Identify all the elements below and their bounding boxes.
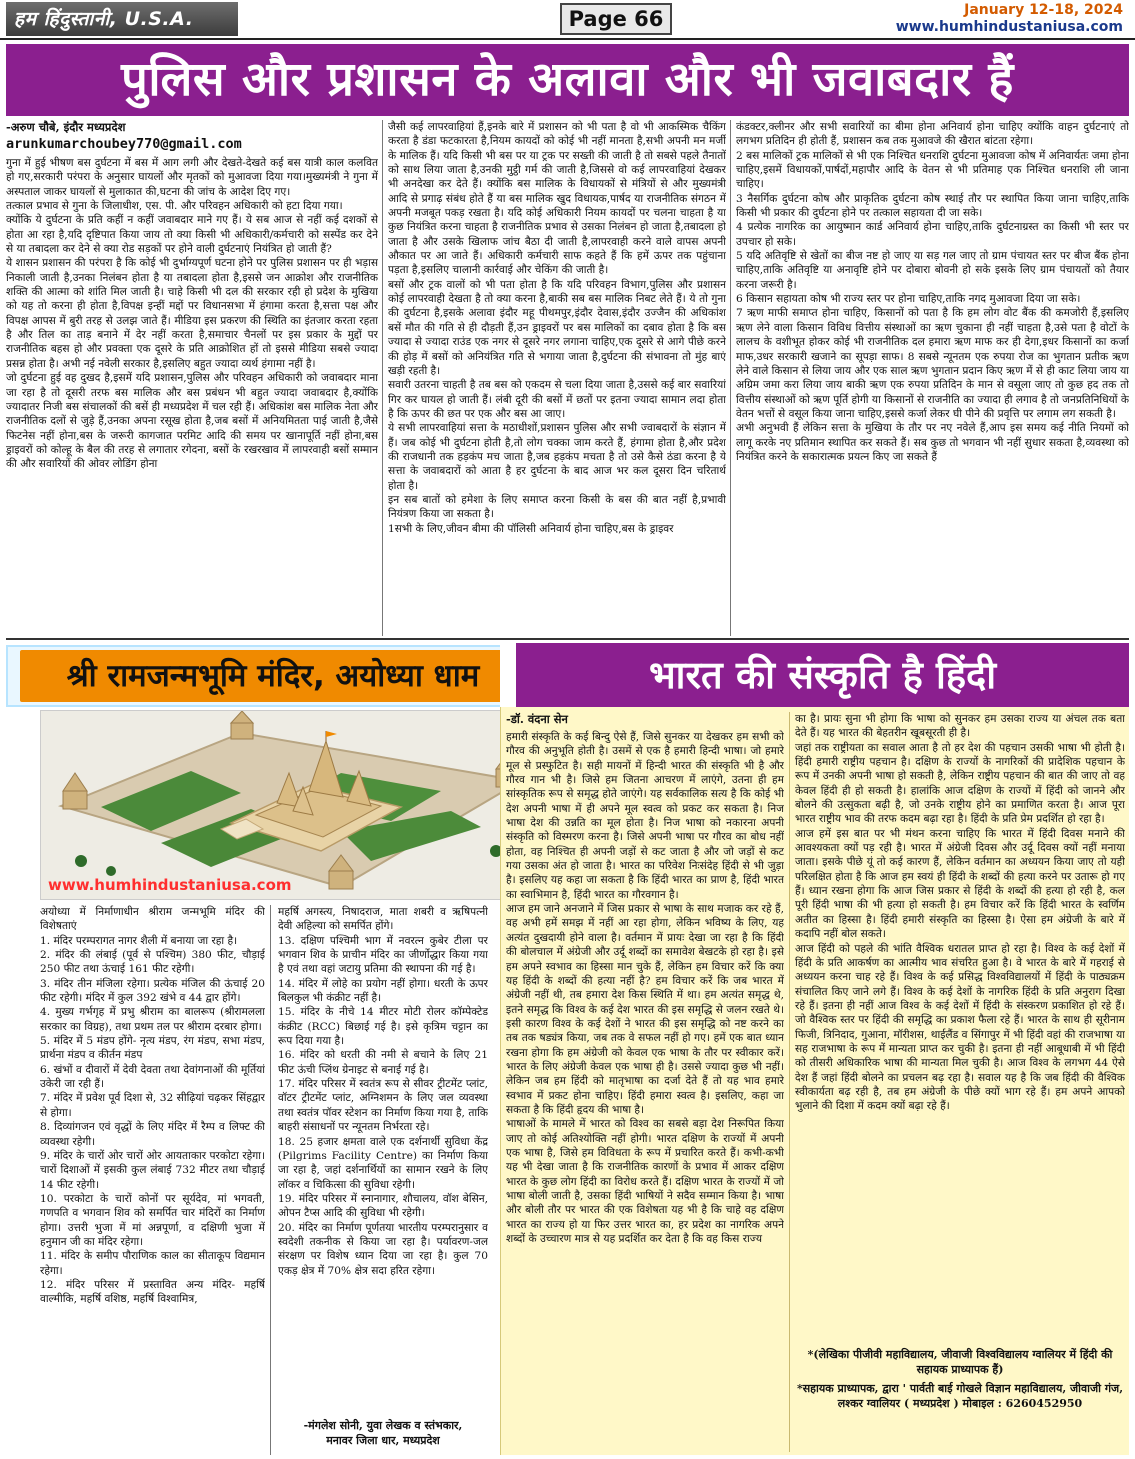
list-item: 11. मंदिर के समीप पौराणिक काल का सीताकूप विद्यमान रहेगा। [40,1250,265,1277]
website-link[interactable]: www.humhindustaniusa.com [895,19,1123,35]
list-item: 15. मंदिर के नीचे 14 मीटर मोटी रोलर कॉम्पेक्टेड कंक्रीट (RCC) बिछाई गई है। इसे कृत्रिम चट्टान का रूप दिया गया है। [278,1006,488,1048]
signoff-place: मनावर जिला धार, मध्यप्रदेश [326,1434,440,1447]
ram-mandir-headline: श्री रामजन्मभूमि मंदिर, अयोध्या धाम [20,650,526,702]
paragraph: इन सब बातों को हमेशा के लिए समाप्त करना किसी के बस की बात नहीं है,प्रभावी नियंत्रण किया जा सकता है। [388,493,726,521]
list-item: 20. मंदिर का निर्माण पूर्णतया भारतीय परम्परानुसार व स्वदेशी तकनीक से किया जा रहा है। पर्यावरण-जल संरक्षण पर विशेष ध्यान दिया जा रहा है। कुल 70 एकड़ क्षेत्र में 70% क्षेत्र सदा हरित रहेगा। [278,1221,488,1277]
list-item: 18. 25 हजार क्षमता वाले एक दर्शनार्थी सुविधा केंद्र (Pilgrims Facility Centre) का निर्माण किया जा रहा है, जहां दर्शनार्थियों का सामान रखने के लिए लॉकर व चिकित्सा की सुविधा रहेगी। [278,1135,488,1191]
list-item: 4. मुख्य गर्भगृह में प्रभु श्रीराम का बालरूप (श्रीरामलला सरकार का विग्रह), तथा प्रथम तल पर श्रीराम दरबार होगा। [40,1006,265,1033]
list-item: 5. मंदिर में 5 मंडप होंगे- नृत्य मंडप, रंग मंडप, सभा मंडप, प्रार्थना मंडप व कीर्तन मंडप [40,1035,265,1062]
paragraph: गुना में हुई भीषण बस दुर्घटना में बस में आग लगी और देखते-देखते कई बस यात्री काल कलवित हो गए,सरकारी परंपरा के अनुसार घायलों और मृतकों को मुआवजा दिया गया।मुख्यमंत्री ने गुना में अस्पताल जाकर घायलों से मुलाकात की,घटना की जांच के आदेश दिए गए। [6,157,378,198]
hindi-article-headline: भारत की संस्कृति है हिंदी [500,643,1129,707]
page-number-label: Page 66 [560,3,672,35]
list-item: 1. मंदिर परम्परागत नागर शैली में बनाया जा रहा है। [40,934,238,947]
paragraph: आज हम जाने अनजाने में जिस प्रकार से भाषा के साथ मजाक कर रहे हैं, वह अभी हमें समझ में नहीं आ रहा होगा, लेकिन भविष्य के लिए, यह अत्यंत दुखदायी होने वाला है। वर्तमान में प्रायः देखा जा रहा है कि हिंदी की बोलचाल में अंग्रेजी और उर्दू शब्दों का समावेश बेखटके हो रहा है। इसे हम अपने स्वभाव का हिस्सा मान चुके हैं, लेकिन हम विचार करें कि क्या यह हिंदी के शब्दों की हत्या नहीं है? हम विचार करें कि जब भारत में अंग्रेजी नहीं थी, तब हमारा देश किस स्थिति में था। हम अत्यंत समृद्ध थे, इतने समृद्ध कि विश्व के कई देश भारत की इस समृद्धि से जलन रखते थे। इसी कारण विश्व के कई देशों ने भारत की इस समृद्धि को नष्ट करने का तब तक षड्यंत्र किया, जब तक वे सफल नहीं हो गए। हमें एक बात ध्यान रखना होगा कि हम अंग्रेजी को केवल एक भाषा के तौर पर स्वीकार करें। भारत के लिए अंग्रेजी केवल एक भाषा ही है। उससे ज्यादा कुछ भी नहीं। लेकिन जब हम हिंदी को मातृभाषा का दर्जा देते हैं तो यह भाव हमारे स्वभाव में प्रकट होना चाहिए। हिंदी हमारा स्वत्व है। इसलिए, कहा जा सकता है कि हिंदी हृदय की भाषा है। [506,903,784,1116]
paragraph: हमारी संस्कृति के कई बिन्दु ऐसे हैं, जिसे सुनकर या देखकर हम सभी को गौरव की अनुभूति होती है। उसमें से एक है हमारी हिन्दी भाषा। जो हमारे मूल से प्रस्फुटित है। सही मायनों में हिन्दी भारत की संस्कृति भी है और गौरव गान भी है। जिसे हम जितना आचरण में लाएंगे, उतना ही हम सांस्कृतिक रूप से समृद्ध होते जाएंगे। यह सर्वकालिक सत्य है कि कोई भी देश अपनी भाषा में ही अपने मूल स्वत्व को प्रकट कर सकता है। निज भाषा देश की उन्नति का मूल होता है। निज भाषा को नकारना अपनी संस्कृति को विस्मरण करना है। जिसे अपनी भाषा पर गौरव का बोध नहीं होता, वह निश्चित ही अपनी जड़ों से कट जाता है और जो जड़ों से कट गया उसका अंत हो जाता है। भारत का परिवेश निःसंदेह हिंदी से भी जुड़ा है। इसलिए यह कहा जा सकता है कि हिंदी भारत का प्राण है, हिंदी भारत का स्वाभिमान है, हिंदी भारत का गौरवगान है। [506,731,784,901]
temple-illustration [41,711,535,900]
column-divider [789,712,790,1452]
list-item: अयोध्या में निर्माणाधीन श्रीराम जन्मभूमि मंदिर की विशेषताएं [40,906,265,933]
ram-mandir-signoff [278,1418,488,1448]
paragraph: का है। प्रायः सुना भी होगा कि भाषा को सुनकर हम उसका राज्य या अंचल तक बता देते हैं। यह भारत की बेहतरीन खूबसूरती ही है। [795,713,1125,740]
article1-byline-block [6,120,378,153]
list-item: 9. मंदिर के चारों ओर चारों ओर आयताकार परकोटा रहेगा। चारों दिशाओं में इसकी कुल लंबाई 732 मीटर तथा चौड़ाई 14 फीट रहेगी। [40,1149,265,1191]
article1-column-2 [388,120,726,636]
paragraph: 5 यदि अतिवृष्टि से खेतों का बीज नष्ट हो जाए या सड़ गल जाए तो ग्राम पंचायत स्तर पर बीज बैंक होना चाहिए,ताकि अतिवृष्टि या अनावृष्टि होने पर दोबारा बोवनी हो सके इसके लिए ग्राम पंचायतों को तैयार करना जरूरी है। [736,250,1129,291]
paragraph: 4 प्रत्येक नागरिक का आयुष्मान कार्ड अनिवार्य होना चाहिए,ताकि दुर्घटनाग्रस्त का किसी भी स्तर पर उपचार हो सके। [736,221,1129,248]
paragraph: सवारी उतरना चाहती है तब बस को एकदम से चला दिया जाता है,उससे कई बार सवारियां गिर कर घायल हो जाती हैं। लंबी दूरी की बसों में छतों पर इतना ज्यादा सामान लदा होता है कि ऊपर की छत पर एक और बस आ जाए। [388,379,726,420]
temple-render-image [40,710,535,900]
paragraph: भाषाओं के मामले में भारत को विश्व का सबसे बड़ा देश निरूपित किया जाए तो कोई अतिश्योक्ति नहीं होगी। भारत दक्षिण के राज्यों में अपनी एक भाषा है, जिसे हम विविधता के रूप में प्रचारित करते हैं। कभी-कभी यह भी देखा जाता है कि राजनीतिक कारणों के प्रभाव में आकर दक्षिण भारत के कुछ लोग हिंदी का विरोध करते हैं। दक्षिण भारत के राज्यों में जो भाषा बोली जाती है, उसका हिंदी भाषियों ने सदैव सम्मान किया है। भाषा और बोली तौर पर भारत की एक विशेषता यह भी है कि चाहे वह दक्षिण भारत का राज्य हो या फिर उत्तर भारत का, हर प्रदेश का नागरिक अपने शब्दों के उच्चारण मात्र से यह प्रदर्शित कर देता है कि वह किस राज्य [506,1118,784,1246]
list-item: 10. परकोटा के चारों कोनों पर सूर्यदेव, मां भगवती, गणपति व भगवान शिव को समर्पित चार मंदिरों का निर्माण होगा। उत्तरी भुजा में मां अन्नपूर्णा, व दक्षिणी भुजा में हनुमान जी का मंदिर रहेगा। [40,1192,265,1248]
paragraph: तत्काल प्रभाव से गुना के जिलाधीश, एस. पी. और परिवहन अधिकारी को हटा दिया गया। [6,200,343,213]
list-item: 7. मंदिर में प्रवेश पूर्व दिशा से, 32 सीढ़ियां चढ़कर सिंहद्वार से होगा। [40,1092,265,1119]
paragraph: ये शासन प्रशासन की परंपरा है कि कोई भी दुर्भाग्यपूर्ण घटना होने पर पुलिस प्रशासन पर ही भड़ास निकाली जाती है,उनका निलंबन होता है या तबादला होता है,इससे जन आक्रोश और राजनीतिक शक्ति की आत्मा को शांति मिल जाती है। चाहे किसी भी दल की सरकार रही हो प्रदेश के मुखिया को यह तो करना ही होता है,विपक्ष इन्हीं मद्दों पर विधानसभा में हंगामा करता है,सत्ता पक्ष और विपक्ष आपस में बुरी तरह से उलझ जाते हैं। मीडिया इस प्रकरण की स्थिति का इंतजार करता रहता है और तिल का ताड़ बनाने में देर नहीं करता है,समाचार चैनलों पर इस प्रकार के मुद्दों पर राजनीतिक बहस हो और प्रवक्ता एक दूसरे के प्रति आक्रोशित हों तो इससे मीडिया सबसे ज्यादा प्रसन्न होता है। अभी नई नवेली सरकार है,इसलिए बहुत ज्यादा व्यर्थ हंगामा नहीं है। [6,257,378,370]
paragraph: 6 किसान सहायता कोष भी राज्य स्तर पर होना चाहिए,ताकि नगद मुआवजा दिया जा सके। [736,293,1081,306]
list-item: महर्षि अगस्त्य, निषादराज, माता शबरी व ऋषिपत्नी देवी अहिल्या को समर्पित होंगे। [278,906,488,933]
column-divider [730,120,731,636]
image-watermark: www.humhindustaniusa.com [48,876,292,894]
hindi-author-notes [795,1347,1125,1411]
column-divider [270,905,271,1455]
article1-author: -अरुण चौबे, इंदौर मध्यप्रदेश [6,120,126,134]
main-headline: पुलिस और प्रशासन के अलावा और भी जवाबदार हैं [6,44,1129,116]
paragraph: बसों और ट्रक वालों को भी पता होता है कि यदि परिवहन विभाग,पुलिस और प्रशासन कोई लापरवाही देखता है तो क्या करना है,बाकी सब बस मालिक निबट लेते हैं। ये तो गुना की दुर्घटना है,इसके अलावा इंदौर महू पीथमपुर,इंदौर देवास,इंदौर उज्जैन की अधिकांश बसें मौत की गति से ही दौड़ती हैं,उन ड्राइवरों पर बस मालिकों का दबाव होता है कि बस ज्यादा से ज्यादा राउंड एक नगर से दूसरे नगर लगाना चाहिए,एक दूसरे से आगे पीछे करने की होड़ में बसों को अनियंत्रित गति से भगाया जाता है,दुर्घटना की संभावना तो मुंह बाएं खड़ी रहती है। [388,278,726,377]
paragraph: ये सभी लापरवाहियां सत्ता के मठाधीशों,प्रशासन पुलिस और सभी ज्वाबदारों के संज्ञान में हैं। जब कोई भी दुर्घटना होती है,तो लोग चक्का जाम करते हैं, हंगामा होता है,और प्रदेश की राजधानी तक हड़कंप मच जाता है,जब हड़कंप मचता है तो उसे कैसे ठंडा करना है ये सत्ता के जवाबदारों को आता है हर दुर्घटना के बाद आज भर कल दूसरा दिन चरितार्थ होता है। [388,422,726,492]
section-divider [6,638,1129,640]
list-item: 3. मंदिर तीन मंजिला रहेगा। प्रत्येक मंजिल की ऊंचाई 20 फीट रहेगी। मंदिर में कुल 392 खंभे व 44 द्वार होंगे। [40,977,265,1005]
paragraph: क्योंकि ये दुर्घटना के प्रति कहीं न कहीं जवाबदार माने गए हैं। ये सब आज से नहीं कई दशकों से होता आ रहा है,यदि दृष्टिपात किया जाय तो क्या किसी भी अधिकारी/कर्मचारी को सस्पेंड कर देने से या तबादला कर देने से क्या रोड सड़कों पर होने वाली दुर्घटनाएं नियंत्रित हो जाती हैं? [6,214,378,256]
list-item: 12. मंदिर परिसर में प्रस्तावित अन्य मंदिर- महर्षि वाल्मीकि, महर्षि वशिष्ठ, महर्षि विश्वामित्र, [40,1278,265,1306]
newspaper-name: हम हिंदुस्तानी, U.S.A. [6,2,238,36]
paragraph: जो दुर्घटना हुई वह दुखद है,इसमें यदि प्रशासन,पुलिस और परिवहन अधिकारी को जवाबदार माना जा रहा है तो दूसरी तरफ बस मालिक और बस प्रबंधन भी बहुत ज्यादा जवाबदार है,क्योंकि ज्यादातर निजी बस संचालकों की बसें ही मध्यप्रदेश में चल रही हैं। अधिकांश बस मालिक नेता और राजनीतिक दलों से जुड़े हैं,उनका अपना रसूख होता है,जब बसों में अनियमितता पाई जाती है,जैसे फिटनेस नहीं होना,बस के जरूरी कागजात परमिट आदि की समय पर खानापूर्ति नहीं होना,बस ड्राइवरों को कोल्हू के बैल की तरह से लगातार रगेदना, बसों के रखरखाव में लापरवाही बसों सम्मान की और सवारियों की ओवर लोडिंग होना [6,372,378,471]
list-item: 19. मंदिर परिसर में स्नानागार, शौचालय, वॉश बेसिन, ओपन टैप्स आदि की सुविधा भी रहेगी। [278,1192,488,1220]
article1-column-1 [6,156,378,636]
paragraph: 2 बस मालिकों ट्रक मालिकों से भी एक निश्चित धनराशि दुर्घटना मुआवजा कोष में अनिवार्यतः जमा होना चाहिए,इसमें विधायकों,पार्षदों,महापौर आदि के वेतन से भी प्रतिमाह एक निश्चित धनराशि ली जाना चाहिए। [736,149,1129,191]
paragraph: आज हिंदी को पहले की भांति वैश्विक धरातल प्राप्त हो रहा है। विश्व के कई देशों में हिंदी के प्रति आकर्षण का आत्मीय भाव संचरित हुआ है। वे भारत के बारे में गहराई से अध्ययन करना चाह रहे हैं। विश्व के कई प्रसिद्ध विश्वविद्यालयों में हिंदी के पाठ्यक्रम संचालित किए जाने लगे हैं। विश्व के कई देशों के नागरिक हिंदी के प्रति अनुराग दिखा रहे हैं। इतना ही नहीं आज विश्व के कई देशों में हिंदी के संस्करण प्रकाशित हो रहे हैं। जो वैश्विक स्तर पर हिंदी की समृद्धि का प्रकाश फैला रहे हैं। भारत के साथ ही सूरीनाम फिजी, त्रिनिदाद, गुआना, मॉरीशस, थाईलैंड व सिंगापुर में भी हिंदी वहां की राजभाषा या सह राजभाषा के रूप में मान्यता प्राप्त कर चुकी है। इतना ही नहीं आबूधाबी में भी हिंदी को तीसरी अधिकारिक भाषा की मान्यता मिल चुकी है। आज विश्व के लगभग 44 ऐसे देश हैं जहां हिंदी बोलने का प्रचलन बढ़ रहा है। सवाल यह है कि जब हिंदी की वैश्विक स्वीकार्यता बढ़ रही है, तब हम अंग्रेजी के पीछे क्यों भाग रहे हैं। हम अपने आपको भुलाने की दिशा में कदम क्यों बढ़ा रहे हैं। [795,942,1125,1113]
paragraph: 1सभी के लिए,जीवन बीमा की पॉलिसी अनिवार्य होना चाहिए,बस के ड्राइवर [388,522,674,535]
author-note-1: *(लेखिका पीजीवी महाविद्यालय, जीवाजी विश्वविद्यालय ग्वालियर में हिंदी की सहायक प्राध्यापक हैं) [807,1348,1113,1376]
list-item: 6. खंभों व दीवारों में देवी देवता तथा देवांगनाओं की मूर्तियां उकेरी जा रही हैं। [40,1063,265,1091]
article1-column-3 [736,120,1129,636]
paragraph: आज हमें इस बात पर भी मंथन करना चाहिए कि भारत में हिंदी दिवस मनाने की आवश्यकता क्यों पड़ रही है। भारत में अंग्रेजी दिवस और उर्दू दिवस क्यों नहीं मनाया जाता। इसके पीछे यूं तो कई कारण हैं, लेकिन वर्तमान का अध्ययन किया जाए तो यही परिलक्षित होता है कि आज हम स्वयं ही हिंदी के शब्दों की हत्या करने पर उतारू हो गए हैं। ध्यान रखना होगा कि आज जिस प्रकार से हिंदी के शब्दों की हत्या हो रही है, कल पूरी हिंदी भाषा की भी हत्या हो सकती है। हम विचार करें कि हिंदी भारत के स्वर्णिम अतीत का हिस्सा है। हिंदी हमारी संस्कृति का हिस्सा है। ऐसा हम अंग्रेजी के बारे में कदापि नहीं बोल सकते। [795,827,1125,941]
column-divider [382,120,383,636]
hindi-column-1 [506,730,784,1455]
article1-email[interactable]: arunkumarchoubey770@gmail.com [6,136,242,152]
paragraph: अभी अनुभवी हैं लेकिन सत्ता के मुखिया के तौर पर नए नवेले हैं,आप इस समय कई नीति नियमों को लागू करके नए प्रतिमान स्थापित कर सकते हैं। सब कुछ तो भगवान भी नहीं सुधार सकता है,व्यवस्था को नियंत्रित करने के सकारात्मक प्रयत्न किए जा सकते हैं [736,422,1129,463]
paragraph: कंडक्टर,क्लीनर और सभी सवारियों का बीमा होना अनिवार्य होना चाहिए क्योंकि वाहन दुर्घटनाएं तो लगभग प्रतिदिन ही होती हैं, प्रशासन कब तक मुआवजे की खैरात बांटता रहेगा। [736,121,1129,148]
author-note-2: *सहायक प्राध्यापक, द्वारा ' पार्वती बाई गोखले विज्ञान महाविद्यालय, जीवाजी गंज, लश्कर ग्वालियर ( मध्यप्रदेश ) मोबाइल : 6260452950 [796,1382,1124,1410]
signoff-name: -मंगलेश सोनी, युवा लेखक व स्तंभकार, [303,1419,463,1432]
list-item: 17. मंदिर परिसर में स्वतंत्र रूप से सीवर ट्रीटमेंट प्लांट, वॉटर ट्रीटमेंट प्लांट, अग्निशमन के लिए जल व्यवस्था तथा स्वतंत्र पॉवर स्टेशन का निर्माण किया गया है, ताकि बाहरी संसाधनों पर न्यूनतम निर्भरता रहे। [278,1078,488,1134]
issue-date: January 12-18, 2024 [964,2,1123,18]
article3-author: -डॉ. वंदना सेन [506,712,568,726]
paragraph: 3 नैसर्गिक दुर्घटना कोष और प्राकृतिक दुर्घटना कोष स्थाई तौर पर स्थापित किया जाना चाहिए,ताकि किसी भी प्रकार की दुर्घटना होने पर तत्काल सहायता दी जा सके। [736,192,1129,220]
paragraph: 7 ऋण माफी समाप्त होना चाहिए, किसानों को पता है कि हम लोग वोट बैंक की कमजोरी हैं,इसलिए ऋण लेने वाला किसान विविध वित्तीय संस्थाओं का ऋण चुकाना ही नहीं चाहता है,उसे पता है वोटों के लालच के वशीभूत होकर कोई भी राजनीतिक दल हमारा ऋण माफ कर ही देगा,इधर किसानों का कर्जा माफ,उधर सरकारी खजाने का सूपड़ा साफ। 8 सबसे न्यूनतम एक रुपया रोज का भुगतान प्रतीक ऋण लेने वाले किसान से लिया जाय और एक साल ऋण भुगतान प्रदान किए ऋण में से ही काट लिया जाय या अग्रिम जमा करा लिया जाय बाकी ऋण एक रुपया प्रतिदिन के मान से वसूला जाए तो कुछ हद तक तो वित्तीय संस्थाओं को ऋण पूर्ति होगी या किसानों से राजनीति का ज्यादा ही लगाव है तो जनप्रतिनिधियों के वेतन भत्तों से वसूल किया जाना चाहिए,इससे कर्जा लेकर घी पीने की प्रवृत्ति पर लगाम लग सकती है। [736,307,1129,420]
list-item: 14. मंदिर में लोहे का प्रयोग नहीं होगा। धरती के ऊपर बिलकुल भी कंक्रीट नहीं है। [278,977,488,1005]
list-item: 13. दक्षिण पश्चिमी भाग में नवरत्न कुबेर टीला पर भगवान शिव के प्राचीन मंदिर का जीर्णोद्धार किया गया है एवं तथा वहां जटायु प्रतिमा की स्थापना की गई है। [278,934,488,976]
list-item: 2. मंदिर की लंबाई (पूर्व से पश्चिम) 380 फीट, चौड़ाई 250 फीट तथा ऊंचाई 161 फीट रहेगी। [40,949,265,976]
list-item: 16. मंदिर को धरती की नमी से बचाने के लिए 21 फीट ऊंची प्लिंथ ग्रेनाइट से बनाई गई है। [278,1049,488,1076]
list-item: 8. दिव्यांगजन एवं वृद्धों के लिए मंदिर में रैम्प व लिफ्ट की व्यवस्था रहेगी। [40,1121,265,1148]
paragraph: जैसी कई लापरवाहियां हैं,इनके बारे में प्रशासन को भी पता है वो भी आकस्मिक चैकिंग करता है डंडा फटकारता है,नियम कायदों को कोई भी नहीं मानता है,सभी अपनी मन मर्जी के मालिक हैं। यदि किसी भी बस पर या ट्रक पर सख्ती की जाती है तो सबसे पहले तैनातों को साथ लिया जाता है,उनकी मुट्ठी गर्म की जाती है,जिससे वो कई लापरवाहियां देखकर भी अनदेखा कर देते हैं। क्योंकि बस मालिक के विधायकों से मंत्रियों से और मुख्यमंत्री आदि से प्रगाढ़ संबंध होते हैं या बस मालिक खुद विधायक,पार्षद या राजनीतिक संगठन में अपनी मजबूत पकड़ रखता है। यदि कोई अधिकारी नियम कायदों पर चलना चाहता है या कुछ नियंत्रित करना चाहता है राजनीतिक प्रभाव से उसका निलंबन हो जाता है,तबादला हो जाता है और उसके खिलाफ जांच बैठा दी जाती है,लापरवाही करने वाले वापस अपनी औकात पर आ जाते हैं। अधिकारी कर्मचारी साफ कहते हैं कि हमें ऊपर तक पहुंचाना पड़ता है,इसलिए चालानी कार्रवाई और चेकिंग की जाती है। [388,121,726,277]
ram-mandir-column-1 [40,905,265,1455]
paragraph: जहां तक राष्ट्रीयता का सवाल आता है तो हर देश की पहचान उसकी भाषा भी होती है। हिंदी हमारी राष्ट्रीय पहचान है। दक्षिण के राज्यों के नागरिकों की प्रादेशिक पहचान के रूप में उनकी अपनी भाषा हो सकती है, लेकिन राष्ट्रीय पहचान की बात की जाए तो वह केवल हिंदी ही हो सकती है। हालांकि आज दक्षिण के राज्यों में हिंदी को जानने और बोलने की उत्सुकता बढ़ी है, जो उनके राष्ट्रीय होने का प्रमाणित करता है। आज पूरा भारत राष्ट्रीय भाव की तरफ कदम बढ़ा रहा है। हिंदी के प्रति प्रेम प्रदर्शित हो रहा है। [795,741,1125,826]
hindi-column-2 [795,712,1125,1344]
ram-mandir-column-2 [278,905,488,1417]
